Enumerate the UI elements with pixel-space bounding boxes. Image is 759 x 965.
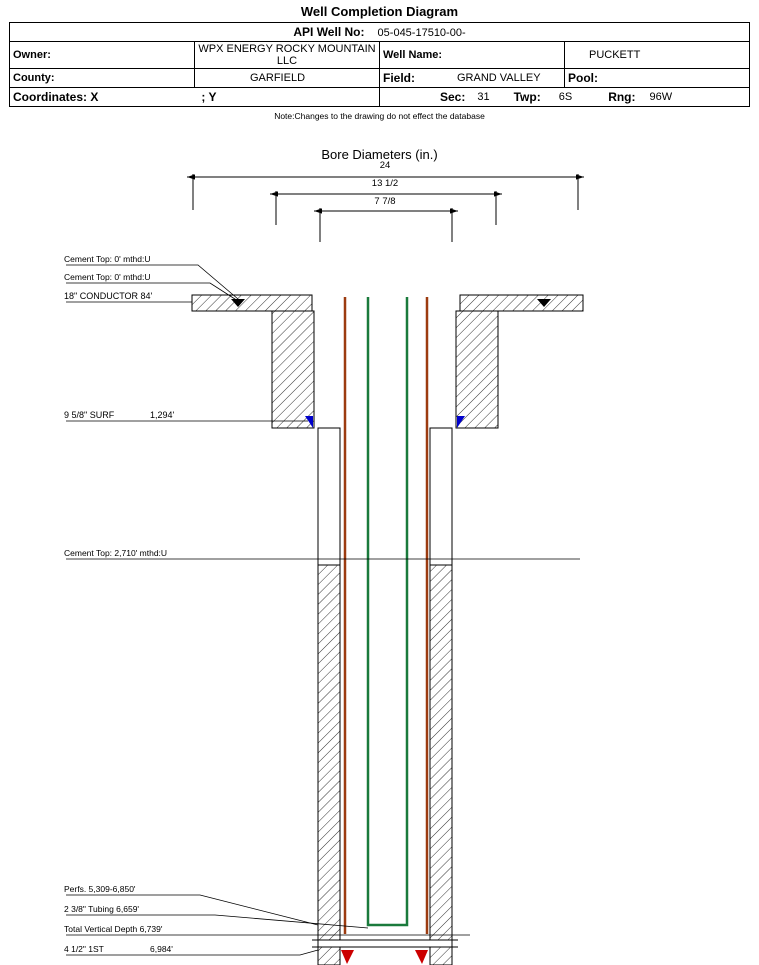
coordinates-cell	[10, 88, 380, 107]
wellname-label: Well Name:	[380, 42, 565, 69]
bore-dim-label-2: 13 1/2	[371, 178, 399, 189]
annotation-cement-top-3: Cement Top: 2,710' mthd:U	[64, 548, 168, 558]
annotation-surface-depth: 1,294'	[150, 410, 175, 420]
annotation-production-depth: 6,984'	[150, 944, 173, 954]
api-value: 05-045-17510-00-	[377, 27, 466, 39]
wellname-value: PUCKETT	[565, 42, 750, 69]
well-header-table	[9, 22, 750, 107]
rng-value: 96W	[649, 91, 673, 103]
owner-value: WPX ENERGY ROCKY MOUNTAIN LLC	[195, 42, 380, 69]
table-row	[10, 88, 750, 107]
twp-value: 6S	[558, 91, 573, 103]
coordinates-label: Coordinates: X	[13, 90, 99, 104]
pool-label: Pool:	[568, 71, 598, 85]
table-row	[10, 23, 750, 42]
well-diagram	[0, 150, 759, 965]
page-title: Well Completion Diagram	[300, 4, 459, 19]
sec-label: Sec:	[440, 90, 466, 104]
bore-diameters-title: Bore Diameters (in.)	[321, 147, 438, 162]
bore-dimension-7-7-8	[320, 208, 452, 242]
annotation-production-casing: 4 1/2" 1ST	[64, 944, 104, 954]
annotation-surface-casing: 9 5/8" SURF	[64, 410, 115, 420]
twp-label: Twp:	[513, 90, 541, 104]
production-casing-string	[345, 297, 427, 934]
legal-cell	[380, 88, 750, 107]
bore-dim-label-1: 24	[379, 160, 391, 171]
field-value: GRAND VALLEY	[457, 72, 541, 84]
field-cell	[380, 69, 565, 88]
tubing-string	[368, 297, 407, 925]
conductor-casing	[192, 295, 583, 311]
annotation-conductor: 18" CONDUCTOR 84'	[64, 291, 153, 301]
database-note: Note:Changes to the drawing do not effect the database	[274, 111, 485, 121]
surface-casing-shoe	[305, 416, 465, 428]
field-label: Field:	[383, 71, 415, 85]
annotation-tvd: Total Vertical Depth 6,739'	[64, 924, 163, 934]
owner-label: Owner:	[10, 42, 195, 69]
pool-cell	[565, 69, 750, 88]
rng-label: Rng:	[608, 90, 636, 104]
coordinates-y-label: ; Y	[201, 90, 217, 104]
api-label: API Well No:	[293, 25, 365, 39]
surface-casing-annulus	[272, 311, 498, 428]
bottom-hole-lines	[312, 940, 458, 965]
table-row	[10, 42, 750, 69]
annotation-tubing: 2 3/8" Tubing 6,659'	[64, 904, 140, 914]
annotation-cement-top-2: Cement Top: 0' mthd:U	[64, 272, 151, 282]
county-label: County:	[10, 69, 195, 88]
production-casing-annulus	[318, 428, 452, 940]
sec-value: 31	[477, 91, 490, 103]
api-cell	[10, 23, 750, 42]
bore-dim-label-3: 7 7/8	[374, 196, 396, 207]
annotation-cement-top-1: Cement Top: 0' mthd:U	[64, 254, 151, 264]
county-value: GARFIELD	[195, 69, 380, 88]
annotation-perfs: Perfs. 5,309-6,850'	[64, 884, 136, 894]
table-row	[10, 69, 750, 88]
